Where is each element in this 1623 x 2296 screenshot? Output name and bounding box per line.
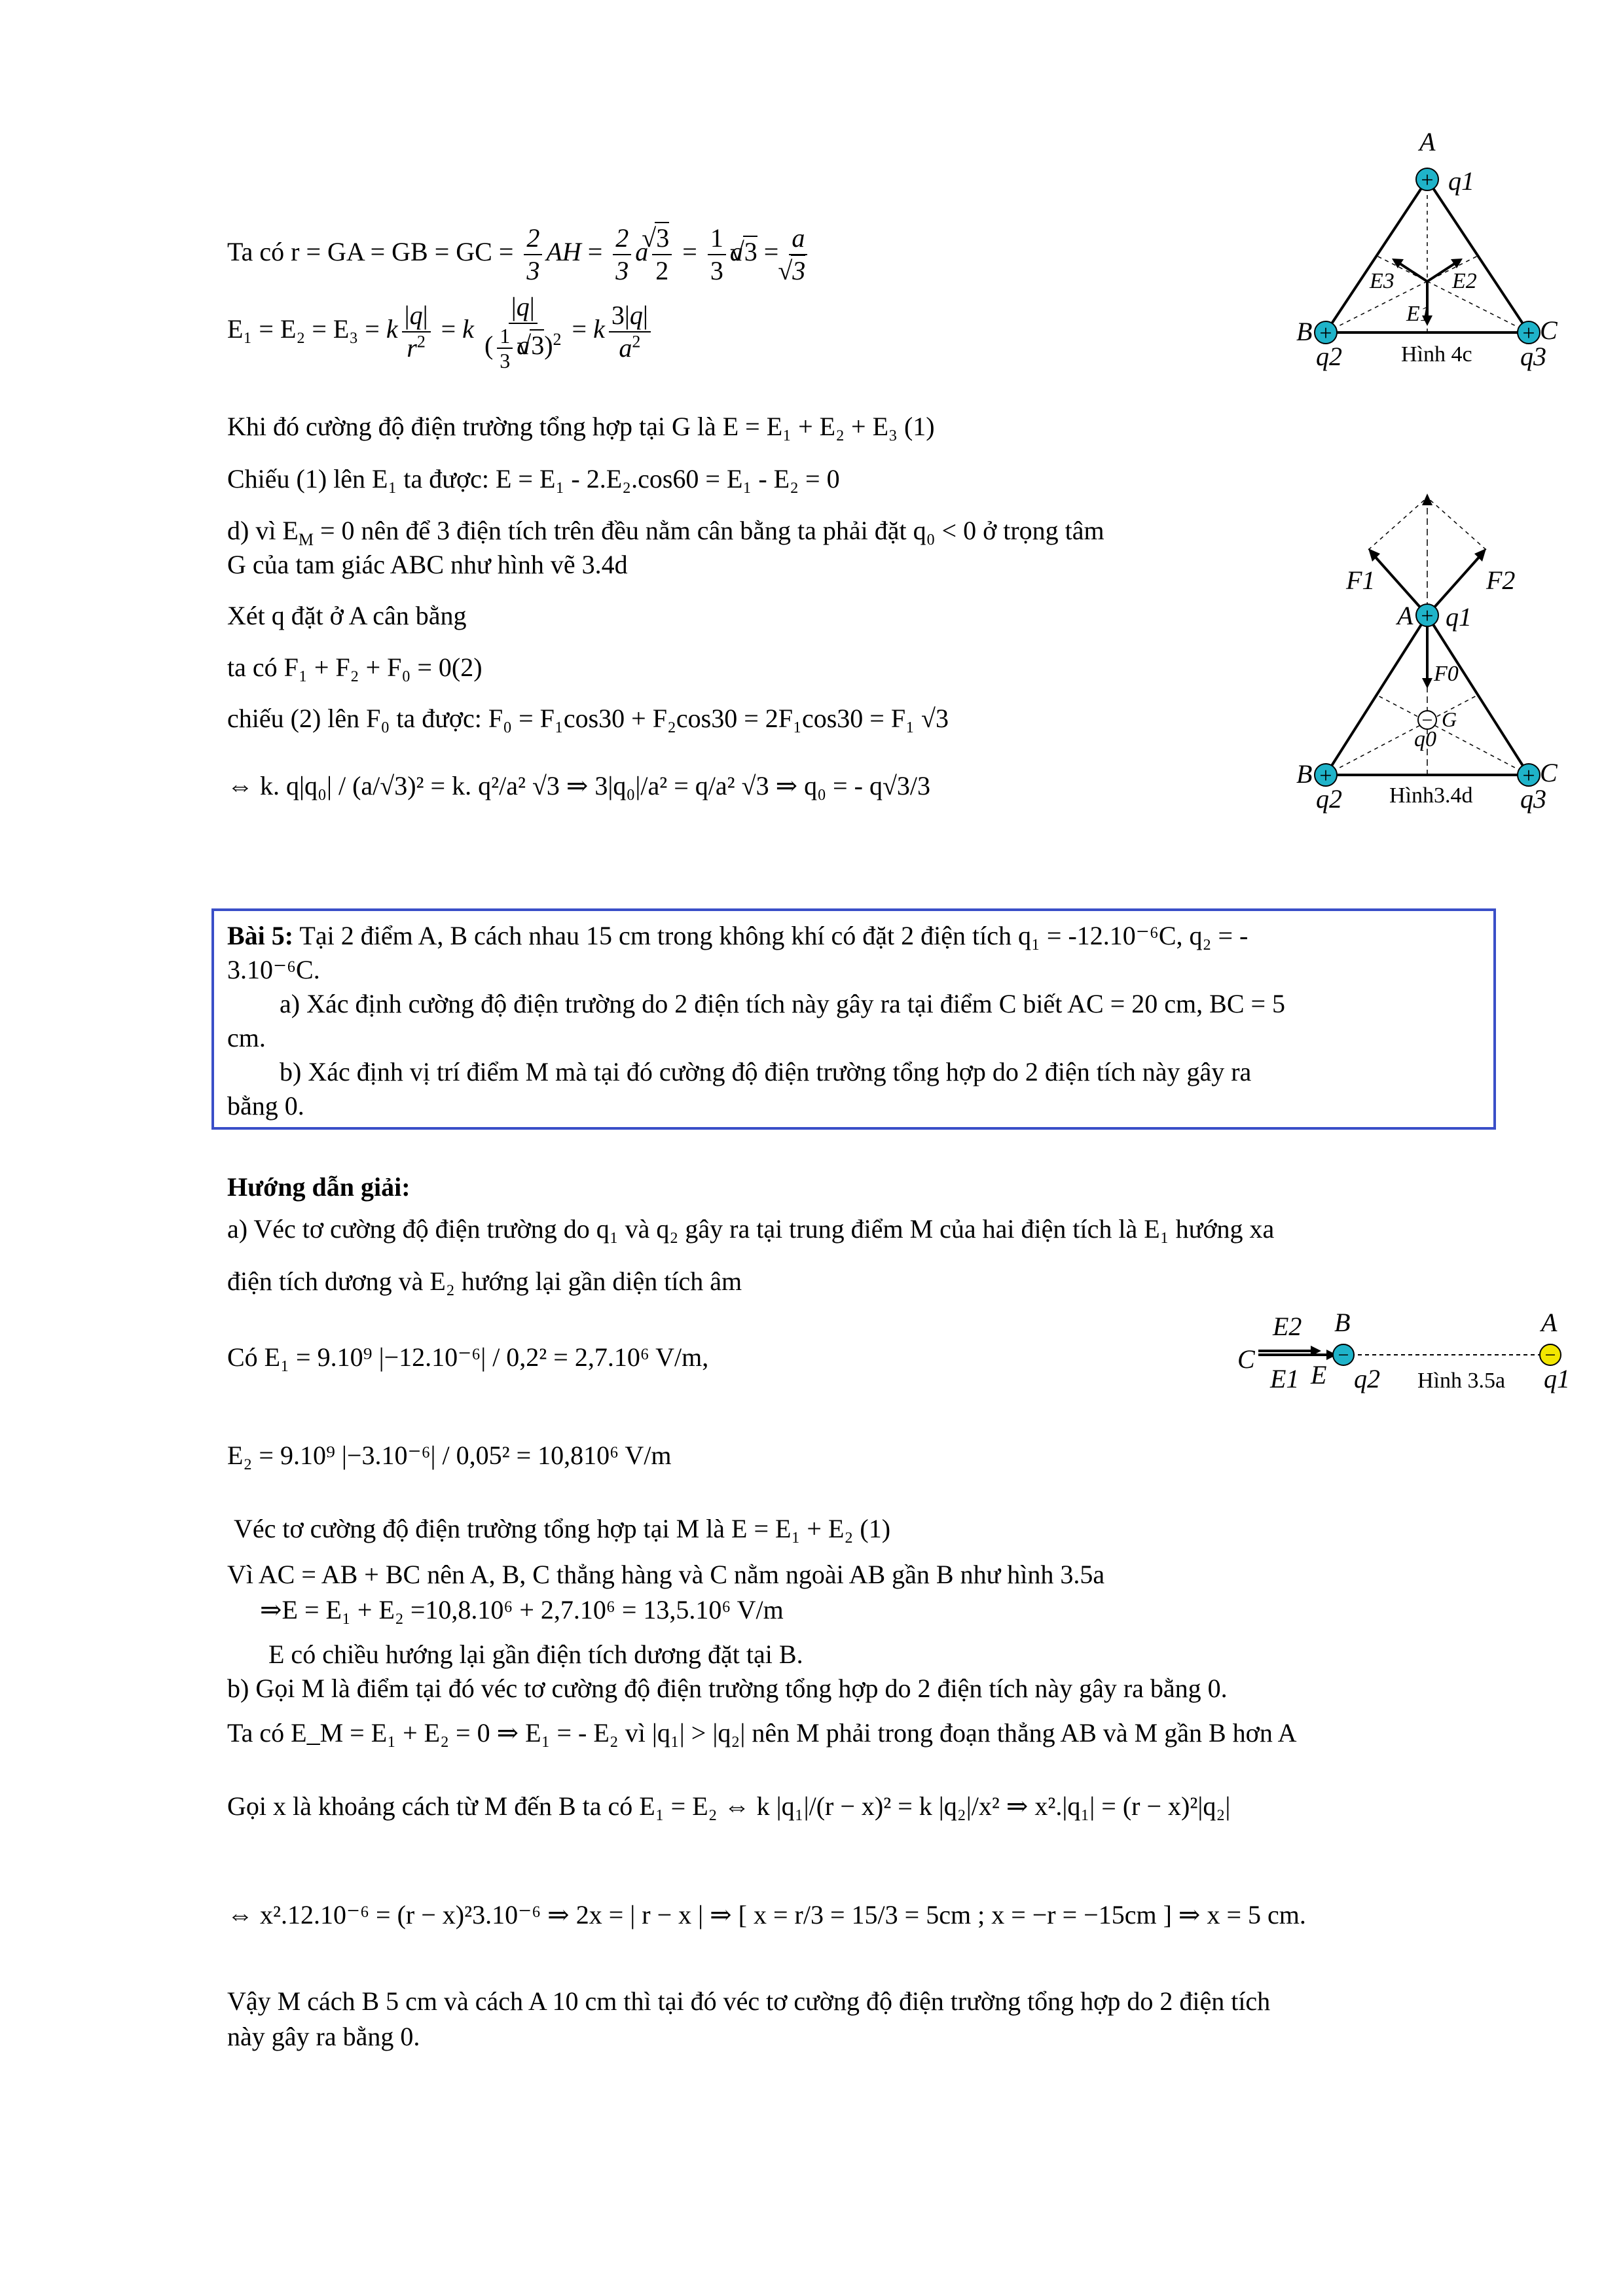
caption-34d: Hình3.4d (1389, 783, 1473, 808)
e3-arrow (1397, 262, 1427, 281)
solution-b3: Gọi x là khoảng cách từ M đến B ta có E₁ = E₂ ⇔ k |q₁|/(r − x)² = k |q₂|/x² ⇒ x².|q₁| = (r − x)²|q₂| (227, 1791, 1231, 1821)
label-C-d: C (1540, 758, 1558, 787)
have-line: ta có F₁ + F₂ + F₀ = 0(2) (227, 653, 483, 682)
solution-a2: điện tích dương và E₂ hướng lại gần diện tích âm (227, 1266, 742, 1296)
conclusion-2: này gây ra bằng 0. (227, 2022, 420, 2051)
label-F2: F2 (1486, 565, 1516, 595)
label-E-a: E (1311, 1360, 1327, 1390)
solution-heading: Hướng dẫn giải: (227, 1172, 410, 1202)
figure-4c (1296, 131, 1558, 380)
solution-e2: E₂ = 9.10⁹ |−3.10⁻⁶| / 0,05² = 10,810⁶ V/m (227, 1441, 672, 1470)
r-line: Ta có r = GA = GB = GC = $\frac{2}{3}$ AH = $\frac{2}{3}$ a √ $\frac{3}{2}$ = $\frac{1}{3}$ a√ 3 = a √ 3 (227, 216, 811, 288)
result-line: ⇔ k. q|q₀| / (a/√3)² = k. q²/a² √3 ⇒ 3|q₀|/a² = q/a² √3 ⇒ q₀ = - q√3/3 (227, 771, 931, 800)
label-q2-d: q2 (1316, 784, 1342, 814)
conclusion-1: Vậy M cách B 5 cm và cách A 10 cm thì tại đó véc tơ cường độ điện trường tổng hợp do 2 điện tích (227, 1986, 1271, 2016)
project-line: Chiếu (1) lên E₁ ta được: E = E₁ - 2.E₂.cos60 = E₁ - E₂ = 0 (227, 464, 840, 493)
label-E1: E1 (1406, 302, 1431, 326)
solution-collinear: Vì AC = AB + BC nên A, B, C thẳng hàng và C nằm ngoài AB gần B như hình 3.5a (227, 1560, 1105, 1589)
label-E2-a: E2 (1273, 1312, 1302, 1341)
problem-line-5: b) Xác định vị trí điểm M mà tại đó cường độ điện trường tổng hợp do 2 điện tích này gây ra (280, 1057, 1252, 1086)
svg-text:+: + (1421, 604, 1434, 628)
label-G: G (1442, 708, 1457, 731)
problem-title: Bài 5: (227, 921, 294, 950)
problem-line-4: cm. (227, 1023, 266, 1052)
E-line: E₁ = E₂ = E₃ = k $\frac{|q|}{r^2}$ = k |q| ( $\frac{1}{3}$ a√ 3)$^2$ = k $\frac{3|q|}{a^2}$ (227, 291, 655, 383)
svg-text:+: + (1522, 321, 1535, 346)
label-q3: q3 (1520, 342, 1546, 371)
problem-line-2: 3.10⁻⁶C. (227, 955, 320, 984)
svg-text:+: + (1319, 321, 1332, 346)
solution-b4: ⇔ x².12.10⁻⁶ = (r − x)²3.10⁻⁶ ⇒ 2x = | r − x | ⇒ [ x = r/3 = 15/3 = 5cm ; x = −r = −15cm ] ⇒ x = 5 cm. (227, 1900, 1306, 1929)
svg-text:+: + (1522, 764, 1535, 788)
solution-b2: Ta có E_M = E₁ + E₂ = 0 ⇒ E₁ = - E₂ vì |q₁| > |q₂| nên M phải trong đoạn thẳng AB và M gần B hơn A (227, 1718, 1297, 1748)
solution-b1: b) Gọi M là điểm tại đó véc tơ cường độ điện trường tổng hợp do 2 điện tích này gây ra bằng 0. (227, 1674, 1228, 1703)
problem-line-3: a) Xác định cường độ điện trường do 2 điện tích này gây ra tại điểm C biết AC = 20 cm, BC = 5 (280, 989, 1286, 1018)
label-C-a: C (1237, 1344, 1255, 1374)
project2-line: chiếu (2) lên F₀ ta được: F₀ = F₁cos30 + F₂cos30 = 2F₁cos30 = F₁ √3 (227, 704, 949, 733)
label-C: C (1540, 315, 1558, 345)
label-q1: q1 (1448, 166, 1474, 196)
label-q0: q0 (1414, 727, 1436, 751)
problem-box (211, 908, 1496, 1130)
d-line-1: d) vì $E_M = 0$ nên để 3 điện tích trên đều nằm cân bằng ta phải đặt q₀ < 0 ở trọng tâm (227, 516, 1104, 549)
svg-text:−: − (1544, 1344, 1556, 1366)
figure-35a (1231, 1302, 1571, 1420)
svg-text:−: − (1421, 709, 1433, 731)
label-E3: E3 (1370, 269, 1395, 293)
solution-sum: ⇒E = E₁ + E₂ =10,8.10⁶ + 2,7.10⁶ = 13,5.10⁶ V/m (260, 1595, 784, 1624)
label-A-a: A (1541, 1308, 1558, 1337)
label-A-d: A (1397, 601, 1413, 630)
label-B-a: B (1334, 1308, 1351, 1337)
label-B-d: B (1296, 759, 1313, 789)
svg-text:+: + (1319, 764, 1332, 788)
label-A: A (1419, 131, 1436, 156)
caption-35a: Hình 3.5a (1417, 1369, 1506, 1393)
problem-line-1: Bài 5: Tại 2 điểm A, B cách nhau 15 cm trong không khí có đặt 2 điện tích q₁ = -12.10⁻⁶C, q₂ = - (227, 921, 1249, 950)
label-q1-a: q1 (1544, 1364, 1570, 1393)
solution-direction: E có chiều hướng lại gần điện tích dương đặt tại B. (268, 1640, 803, 1669)
label-E1-a: E1 (1270, 1364, 1300, 1393)
label-q2: q2 (1316, 342, 1342, 371)
svg-text:+: + (1421, 168, 1434, 192)
label-q2-a: q2 (1354, 1364, 1380, 1393)
solution-e1: Có E₁ = 9.10⁹ |−12.10⁻⁶| / 0,2² = 2,7.10⁶ V/m, (227, 1342, 709, 1372)
label-q1-d: q1 (1446, 602, 1472, 632)
consider-line: Xét q đặt ở A cân bằng (227, 601, 467, 630)
total-field-line: Khi đó cường độ điện trường tổng hợp tại G là E = E₁ + E₂ + E₃ (1) (227, 412, 935, 441)
label-q3-d: q3 (1520, 784, 1546, 814)
solution-a1: a) Véc tơ cường độ điện trường do q₁ và q₂ gây ra tại trung điểm M của hai điện tích là E₁ hướng xa (227, 1214, 1275, 1244)
svg-text:−: − (1338, 1344, 1349, 1366)
caption-4c: Hình 4c (1401, 342, 1472, 367)
label-B: B (1296, 317, 1313, 346)
problem-line-6: bằng 0. (227, 1091, 304, 1121)
label-E2: E2 (1452, 269, 1477, 293)
solution-total: Véc tơ cường độ điện trường tổng hợp tại M là E = E₁ + E₂ (1) (234, 1514, 891, 1543)
d-line-2: G của tam giác ABC như hình vẽ 3.4d (227, 550, 628, 579)
figure-34d (1296, 484, 1558, 825)
label-F1: F1 (1346, 565, 1376, 595)
label-F0: F0 (1434, 662, 1459, 686)
